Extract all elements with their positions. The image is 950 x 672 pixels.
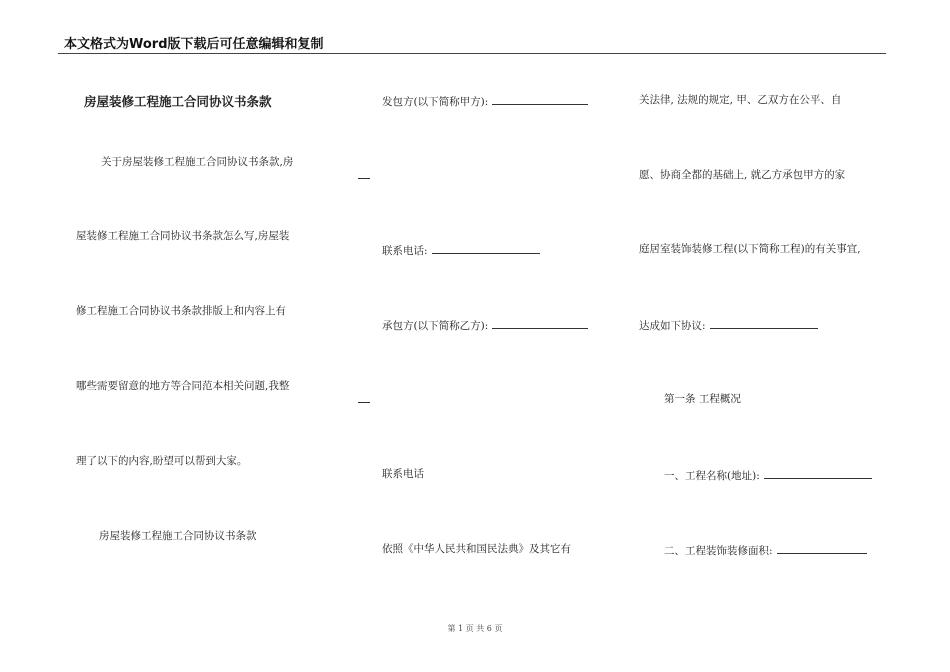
page-header: 本文格式为Word版下载后可任意编辑和复制 (64, 37, 324, 52)
area-field (664, 542, 867, 558)
blank-dash (358, 178, 370, 179)
blank-dash (358, 402, 370, 403)
article-heading: 第一条 工程概况 (664, 393, 741, 405)
blank-line (492, 317, 588, 329)
field-label: 二、工程装饰装修面积: (664, 545, 773, 557)
page-number: 第 1 页 共 6 页 (447, 624, 503, 633)
contractor-field (382, 317, 588, 333)
field-label: 发包方(以下简称甲方): (382, 96, 489, 108)
field-label: 承包方(以下简称乙方): (382, 320, 489, 332)
phone-field (382, 242, 540, 258)
blank-line (764, 467, 872, 479)
paragraph-line: 修工程施工合同协议书条款排版上和内容上有 (76, 305, 286, 317)
header-divider (58, 53, 886, 54)
employer-field (382, 93, 588, 109)
paragraph-line: 理了以下的内容,盼望可以帮到大家。 (76, 455, 248, 467)
agreement-line (639, 317, 818, 333)
paragraph-line: 依照《中华人民共和国民法典》及其它有 (382, 543, 571, 555)
blank-line (777, 542, 867, 554)
paragraph-line: 屋装修工程施工合同协议书条款怎么写,房屋装 (76, 230, 290, 242)
field-label: 达成如下协议: (639, 320, 706, 332)
section-heading: 房屋装修工程施工合同协议书条款 (99, 530, 257, 542)
blank-line (492, 93, 588, 105)
project-name-field (664, 467, 872, 483)
paragraph-line: 庭居室装饰装修工程(以下简称工程)的有关事宜, (639, 243, 861, 255)
field-label: 一、工程名称(地址): (664, 470, 760, 482)
paragraph-line: 愿、协商全都的基础上, 就乙方承包甲方的家 (639, 169, 846, 181)
phone-label: 联系电话 (382, 468, 424, 480)
paragraph-line: 哪些需要留意的地方等合同范本相关问题,我整 (76, 380, 290, 392)
paragraph-line: 关法律, 法规的规定, 甲、乙双方在公平、自 (639, 94, 842, 106)
blank-line (432, 242, 540, 254)
blank-line (710, 317, 818, 329)
document-title: 房屋装修工程施工合同协议书条款 (84, 94, 272, 109)
field-label: 联系电话: (382, 245, 428, 257)
paragraph-line: 关于房屋装修工程施工合同协议书条款,房 (101, 156, 294, 168)
